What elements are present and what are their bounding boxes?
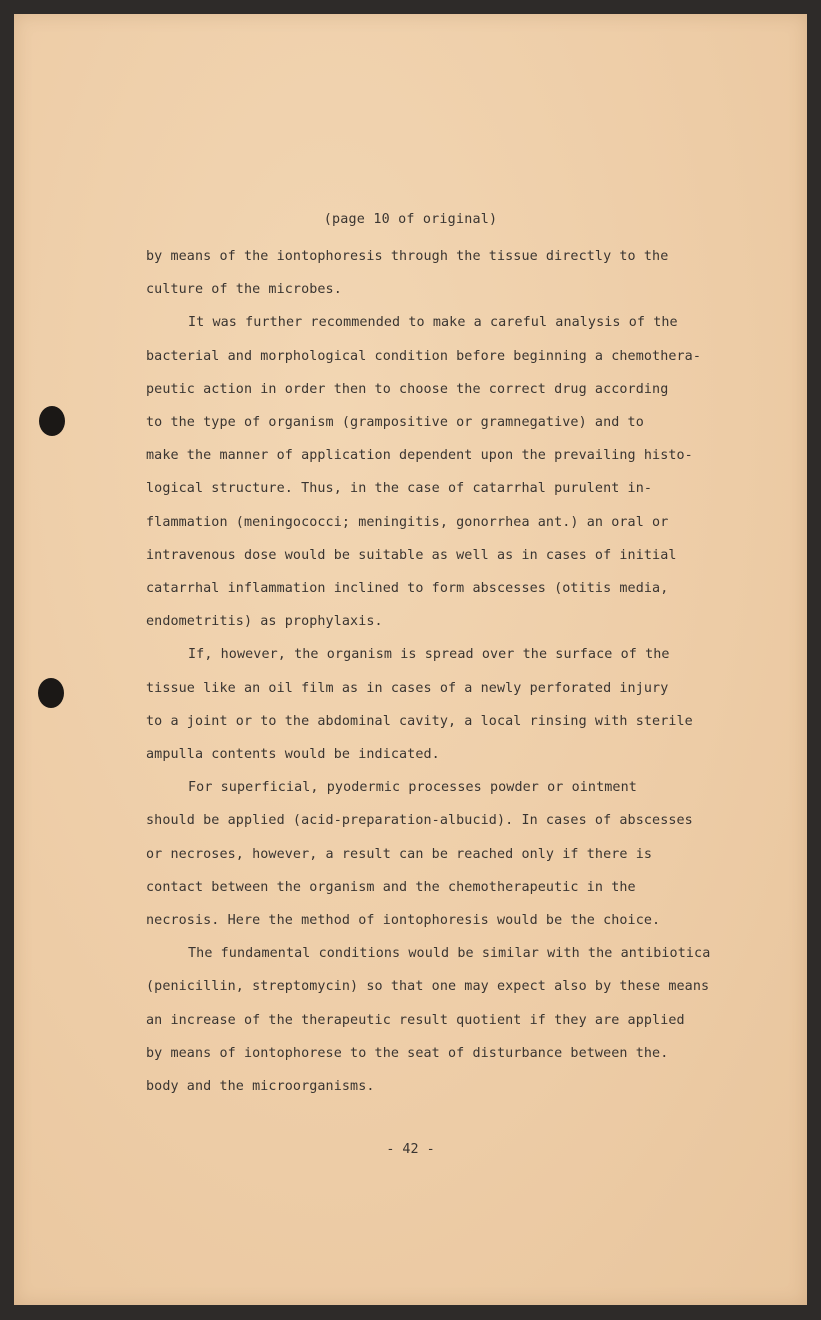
text-line: culture of the microbes. xyxy=(146,282,342,298)
text-line: (penicillin, streptomycin) so that one may expect also by these means xyxy=(146,979,710,995)
text-line: For superficial, pyodermic processes powder or ointment xyxy=(188,780,637,796)
punch-hole xyxy=(39,406,65,436)
text-line: by means of the iontophoresis through the tissue directly to the xyxy=(146,249,669,264)
text-line: It was further recommended to make a careful analysis of the xyxy=(188,315,678,331)
text-line: endometritis) as prophylaxis. xyxy=(146,614,383,630)
text-line: ampulla contents would be indicated. xyxy=(146,747,440,763)
text-line: body and the microorganisms. xyxy=(146,1079,375,1095)
text-line: bacterial and morphological condition before beginning a chemothera- xyxy=(146,348,702,364)
text-line: flammation (meningococci; meningitis, gonorrhea ant.) an oral or xyxy=(146,514,669,530)
body-text xyxy=(146,240,736,1103)
text-line: intravenous dose would be suitable as well as in cases of initial xyxy=(146,547,677,563)
page-number: - 42 - xyxy=(386,1142,435,1157)
text-line: by means of iontophorese to the seat of disturbance between the. xyxy=(146,1045,669,1061)
text-line: contact between the organism and the chemotherapeutic in the xyxy=(146,879,636,895)
text-line: If, however, the organism is spread over the surface of the xyxy=(188,647,670,663)
text-line: to a joint or to the abdominal cavity, a local rinsing with sterile xyxy=(146,713,693,729)
text-line: The fundamental conditions would be similar with the antibiotica xyxy=(188,946,711,962)
text-line: tissue like an oil film as in cases of a newly perforated injury xyxy=(146,680,669,696)
text-line: catarrhal inflammation inclined to form abscesses (otitis media, xyxy=(146,581,669,597)
text-line: to the type of organism (grampositive or gramnegative) and to xyxy=(146,415,644,431)
text-line: or necroses, however, a result can be reached only if there is xyxy=(146,846,653,862)
punch-hole xyxy=(38,678,64,708)
text-line: should be applied (acid-preparation-albucid). In cases of abscesses xyxy=(146,813,693,829)
original-page-reference: (page 10 of original) xyxy=(323,212,498,227)
text-line: an increase of the therapeutic result quotient if they are applied xyxy=(146,1012,685,1028)
text-line: make the manner of application dependent upon the prevailing histo- xyxy=(146,448,693,464)
text-line: logical structure. Thus, in the case of catarrhal purulent in- xyxy=(146,481,653,497)
text-line: necrosis. Here the method of iontophoresis would be the choice. xyxy=(146,913,661,929)
text-line: peutic action in order then to choose the correct drug according xyxy=(146,381,669,397)
